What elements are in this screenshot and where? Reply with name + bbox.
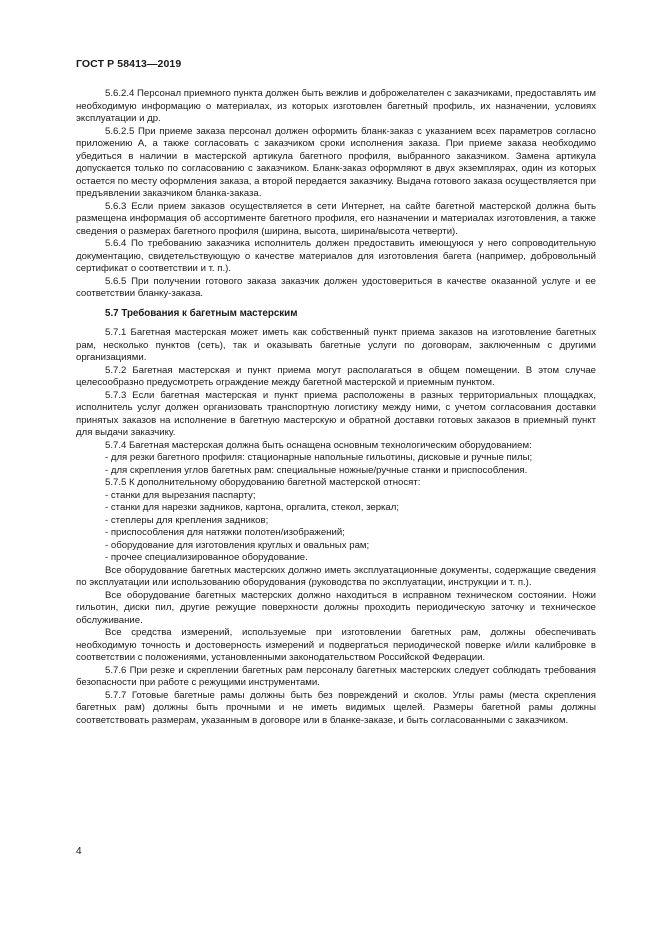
paragraph: 5.7.4 Багетная мастерская должна быть оснащена основным технологическим оборудованием: (105, 439, 532, 451)
paragraph: 5.7.2 Багетная мастерская и пункт приема могут располагаться в общем помещении. В этом случае целесообразно предусмотреть ограждение между багетной мастерской и приемным пунктом. (76, 364, 596, 388)
document-body (76, 88, 596, 727)
paragraph: 5.7.1 Багетная мастерская может иметь как собственный пункт приема заказов на изготовление багетных рам, несколько пунктов (сеть), так и оказывать багетные услуги по договорам, заключенным с другими организациями. (76, 327, 596, 363)
list-item: - для резки багетного профиля: стационарные напольные гильотины, дисковые и ручные пилы; (105, 452, 533, 463)
paragraph: 5.6.2.5 При приеме заказа персонал должен оформить бланк-заказ с указанием всех параметров согласно приложению А, а также согласовать с заказчиком сроки исполнения заказа. При приеме заказа необходимо убедиться в наличии в мастерской артикула багетного профиля, выбранного заказчиком. Замена артикула допускается только по согласованию с заказчиком. Бланк-заказ оформляют в двух экземплярах, один из которых остается по месту оформления заказа, а второй передается заказчику. Выдача готового заказа осуществляется при предъявлении заказчиком бланка-заказа. (76, 125, 596, 199)
list-item: - степлеры для крепления задников; (105, 514, 269, 526)
list-item: - станки для нарезки задников, картона, оргалита, стекол, зеркал; (105, 502, 400, 513)
paragraph: 5.6.3 Если прием заказов осуществляется в сети Интернет, на сайте багетной мастерской должна быть размещена информация об ассортименте багетного профиля, его назначении и материалах изготовления, а также сведения о размерах багетного профиля (ширина, высота, ширина/высота четверти). (76, 200, 596, 237)
list-item: - приспособления для натяжки полотен/изображений; (105, 527, 345, 538)
paragraph: 5.6.2.4 Персонал приемного пункта должен быть вежлив и доброжелателен с заказчиками, предоставлять им необходимую информацию о материалах, из которых изготовлен багетный профиль, их назначении, условиях эксплуатации и др. (76, 88, 596, 124)
list-item: - оборудование для изготовления круглых и овальных рам; (105, 539, 370, 551)
paragraph: Все оборудование багетных мастерских должно находиться в исправном техническом состоянии. Ножи гильотин, диски пил, другие режущие поверхности должны проходить периодическую заточку и техническое обслуживание. (76, 589, 596, 626)
list-item: - станки для вырезания паспарту; (105, 489, 256, 501)
section-heading: 5.7 Требования к багетным мастерским (105, 307, 298, 319)
paragraph: Все средства измерений, используемые при изготовлении багетных рам, должны обеспечивать необходимую точность и достоверность измерений и подвергаться периодической поверке и/или калибровке в соответствии с положениями, установленными законодательством Российской Федерации. (76, 627, 596, 663)
paragraph: 5.7.5 К дополнительному оборудованию багетной мастерской относят: (105, 477, 421, 488)
page-header (76, 58, 181, 70)
list-item: - прочее специализированное оборудование. (105, 552, 308, 563)
list-item: - для скрепления углов багетных рам: специальные ножные/ручные станки и приспособления. (105, 464, 528, 476)
paragraph: 5.6.5 При получении готового заказа заказчик должен удостовериться в качестве оказанной услуге и ее соответствии бланку-заказа. (76, 275, 596, 299)
paragraph: 5.7.7 Готовые багетные рамы должны быть без повреждений и сколов. Углы рамы (места скрепления багетных рам) должны быть прочными и не иметь видимых щелей. Размеры багетной рамы должны соответствовать размерам, указанным в договоре или в бланке-заказе, и быть согласованными с заказчиком. (76, 689, 596, 726)
paragraph: 5.7.6 При резке и скреплении багетных рам персоналу багетных мастерских следует соблюдать требования безопасности при работе с режущими инструментами. (76, 664, 596, 688)
paragraph: Все оборудование багетных мастерских должно иметь эксплуатационные документы, содержащие сведения по эксплуатации или использованию оборудования (руководства по эксплуатации, инструкции и т. п.). (76, 564, 596, 588)
paragraph: 5.6.4 По требованию заказчика исполнитель должен предоставить имеющуюся у него сопроводительную документацию, свидетельствующую о качестве материалов для изготовления багета (например, добровольный сертификат о соответствии и т. п.). (76, 238, 596, 274)
paragraph: 5.7.3 Если багетная мастерская и пункт приема расположены в разных территориальных площадках, исполнитель услуг должен организовать транспортную логистику между ними, с учетом согласования доставки принятых заказов на исполнение в багетную мастерскую и обратной доставки готовых заказов в приемный пункт для выдачи заказчику. (76, 389, 596, 438)
page-number: 4 (76, 846, 82, 857)
document-title: ГОСТ Р 58413—2019 (76, 58, 182, 70)
